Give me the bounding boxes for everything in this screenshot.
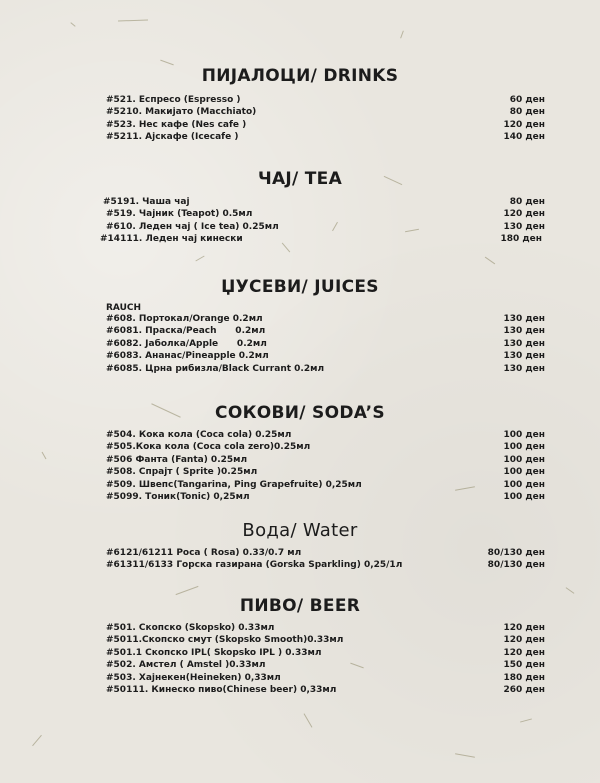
item-name: #506 Фанта (Fanta) 0.25мл [106,454,248,465]
item-name: #504. Кока кола (Coca cola) 0.25мл [106,430,292,440]
list-item [0,429,600,441]
item-list [0,94,600,144]
item-list [0,313,600,375]
list-item [0,659,600,671]
item-list [0,196,600,246]
section-title: ПИЈАЛОЦИ/ DRINKS [201,66,399,86]
section-title: СОКОВИ/ SODA’S [215,403,385,423]
list-item [0,363,600,375]
list-item [0,350,600,362]
item-name: #5211. Ајскафе (Icecafe ) [106,132,239,143]
item-price: 260 ден [503,685,545,696]
list-item [0,547,600,559]
paper-fiber [520,718,532,722]
item-price: 80/130 ден [487,548,545,558]
paper-fiber [455,753,475,757]
brand-label: RAUCH [106,303,142,313]
item-name: #523. Нес кафе (Nes cafe ) [106,119,247,130]
list-item [0,559,600,571]
list-item [0,119,600,131]
item-name: #519. Чајник (Teapot) 0.5мл [106,209,253,220]
item-name: #610. Леден чај ( Ice tea) 0.25мл [106,221,279,232]
section-title: ПИВО/ BEER [239,596,361,616]
paper-fiber [160,60,173,66]
list-item [0,208,600,220]
item-name: #6085. Црна рибизла/Black Currant 0.2мл [106,363,325,374]
section-tea [0,169,600,246]
list-item [0,441,600,453]
item-name: #503. Хајнекен(Heineken) 0,33мл [106,672,281,683]
paper-fiber [566,587,575,594]
paper-fiber [176,586,199,595]
list-item [0,325,600,337]
paper-fiber [400,31,404,39]
section-title: Вода/ Water [242,520,358,541]
list-item [0,221,600,233]
item-price: 120 ден [503,623,545,633]
item-price: 100 ден [503,479,545,490]
item-price: 130 ден [503,351,545,362]
section-beer [0,596,600,696]
paper-fiber [118,19,148,21]
paper-fiber [32,735,42,746]
item-name: #5191. Чаша чај [103,197,190,207]
item-price: 120 ден [503,635,545,646]
list-item [0,313,600,325]
section-title: ЧАЈ/ TEA [257,169,343,189]
item-price: 60 ден [509,95,545,105]
item-price: 150 ден [503,660,545,671]
paper-fiber [304,713,313,727]
item-price: 180 ден [503,672,545,683]
item-list [0,429,600,503]
item-name: #5210. Макијато (Macchiato) [106,107,257,118]
item-name: #5011.Скопско смут (Skopsko Smooth)0.33мл [106,635,344,646]
list-item [0,491,600,503]
item-name: #50111. Кинеско пиво(Chinese beer) 0,33мл [106,685,337,696]
list-item [0,622,600,634]
list-item [0,131,600,143]
item-price: 80/130 ден [487,560,545,571]
item-price: 120 ден [503,209,545,220]
item-price: 130 ден [503,221,545,232]
section-title: ЏУСЕВИ/ JUICES [221,277,379,297]
item-price: 130 ден [503,314,545,324]
item-price: 80 ден [509,107,545,118]
paper-fiber [195,256,204,262]
item-list [0,622,600,696]
item-price: 180 ден [500,234,542,245]
item-name: #6121/61211 Роса ( Rosa) 0.33/0.7 мл [106,548,302,558]
item-name: #608. Портокал/Orange 0.2мл [106,314,263,324]
list-item [0,196,600,208]
list-item [0,672,600,684]
item-price: 140 ден [503,132,545,143]
section-water [0,520,600,572]
item-price: 130 ден [503,338,545,349]
item-name: #505.Кока кола (Coca cola zero)0.25мл [106,442,311,453]
paper-fiber [70,22,75,27]
item-price: 130 ден [503,326,545,337]
section-juices [0,277,600,375]
item-price: 80 ден [509,197,545,207]
item-price: 100 ден [503,492,545,503]
item-name: #6083. Ананас/Pineapple 0.2мл [106,351,269,362]
list-item [0,106,600,118]
item-name: #502. Амстел ( Amstel )0.33мл [106,660,266,671]
item-name: #5099. Тоник(Tonic) 0,25мл [106,492,250,503]
item-price: 120 ден [503,119,545,130]
item-price: 100 ден [503,454,545,465]
list-item [0,338,600,350]
item-name: #6082. Јаболка/Apple 0.2мл [106,338,267,349]
item-name: #61311/6133 Горска газирана (Gorska Sparkling) 0,25/1л [106,560,403,571]
list-item [0,466,600,478]
item-price: 100 ден [503,442,545,453]
item-price: 100 ден [503,430,545,440]
item-name: #521. Еспресо (Espresso ) [106,95,241,105]
list-item [0,233,600,245]
list-item [0,647,600,659]
item-name: #14111. Леден чај кинески [100,234,243,245]
list-item [0,684,600,696]
section-sodas [0,403,600,503]
section-drinks [0,66,600,144]
item-price: 130 ден [503,363,545,374]
list-item [0,479,600,491]
item-name: #6081. Праска/Peach 0.2мл [106,326,266,337]
list-item [0,94,600,106]
item-name: #509. Швепс(Tangarina, Ping Grapefruite) 0,25мл [106,479,362,490]
list-item [0,634,600,646]
item-name: #508. Спрајт ( Sprite )0.25мл [106,467,258,478]
item-price: 120 ден [503,647,545,658]
item-price: 100 ден [503,467,545,478]
list-item [0,454,600,466]
item-name: #501. Скопско (Skopsko) 0.33мл [106,623,275,633]
item-list [0,547,600,572]
paper-fiber [485,257,495,265]
item-name: #501.1 Скопско IPL( Skopsko IPL ) 0.33мл [106,647,322,658]
